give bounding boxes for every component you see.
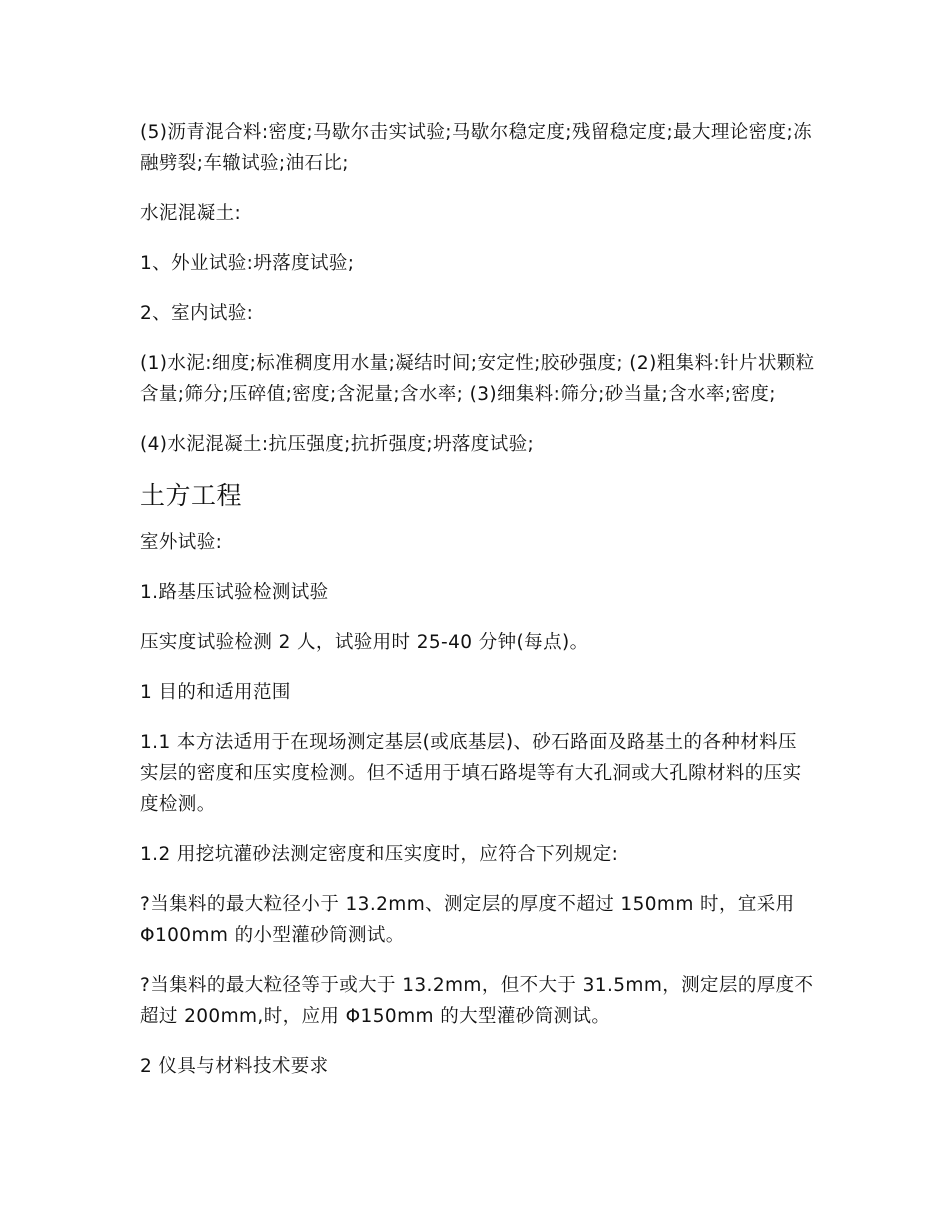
paragraph-cement-aggregates: (1)水泥:细度;标准稠度用水量;凝结时间;安定性;胶砂强度; (2)粗集料:针片状颗粒含量;筛分;压碎值;密度;含泥量;含水率; (3)细集料:筛分;砂当量;含水率;密度;: [140, 353, 815, 405]
section-heading-earthwork: 土方工程: [140, 481, 243, 510]
paragraph-method-scope: 1.1 本方法适用于在现场测定基层(或底基层)、砂石路面及路基土的各种材料压实层的密度和压实度检测。但不适用于填石路堤等有大孔洞或大孔隙材料的压实度检测。: [140, 732, 802, 815]
document-page: [140, 117, 815, 1101]
paragraph-purpose-scope: 1 目的和适用范围: [140, 682, 291, 703]
paragraph-cement-concrete-title: 水泥混凝土:: [140, 203, 242, 224]
paragraph-sand-cone-rules: 1.2 用挖坑灌砂法测定密度和压实度时，应符合下列规定:: [140, 844, 619, 865]
paragraph-subgrade-test: 1.路基压试验检测试验: [140, 582, 329, 603]
paragraph-concrete-strength: (4)水泥混凝土:抗压强度;抗折强度;坍落度试验;: [140, 434, 535, 455]
paragraph-lab-test: 2、室内试验:: [140, 303, 254, 324]
paragraph-small-cone: ?当集料的最大粒径小于 13.2mm、测定层的厚度不超过 150mm 时，宜采用 Φ100mm 的小型灌砂筒测试。: [140, 894, 795, 946]
paragraph-compaction-staff: 压实度试验检测 2 人，试验用时 25-40 分钟(每点)。: [140, 632, 589, 653]
paragraph-large-cone: ?当集料的最大粒径等于或大于 13.2mm，但不大于 31.5mm，测定层的厚度不超过 200mm,时，应用 Φ150mm 的大型灌砂筒测试。: [140, 975, 814, 1027]
paragraph-equipment-requirements: 2 仪具与材料技术要求: [140, 1056, 329, 1077]
paragraph-asphalt-mix: (5)沥青混合料:密度;马歇尔击实试验;马歇尔稳定度;残留稳定度;最大理论密度;冻融劈裂;车辙试验;油石比;: [140, 122, 813, 174]
paragraph-field-test: 1、外业试验:坍落度试验;: [140, 253, 355, 274]
paragraph-outdoor-test: 室外试验:: [140, 532, 223, 553]
